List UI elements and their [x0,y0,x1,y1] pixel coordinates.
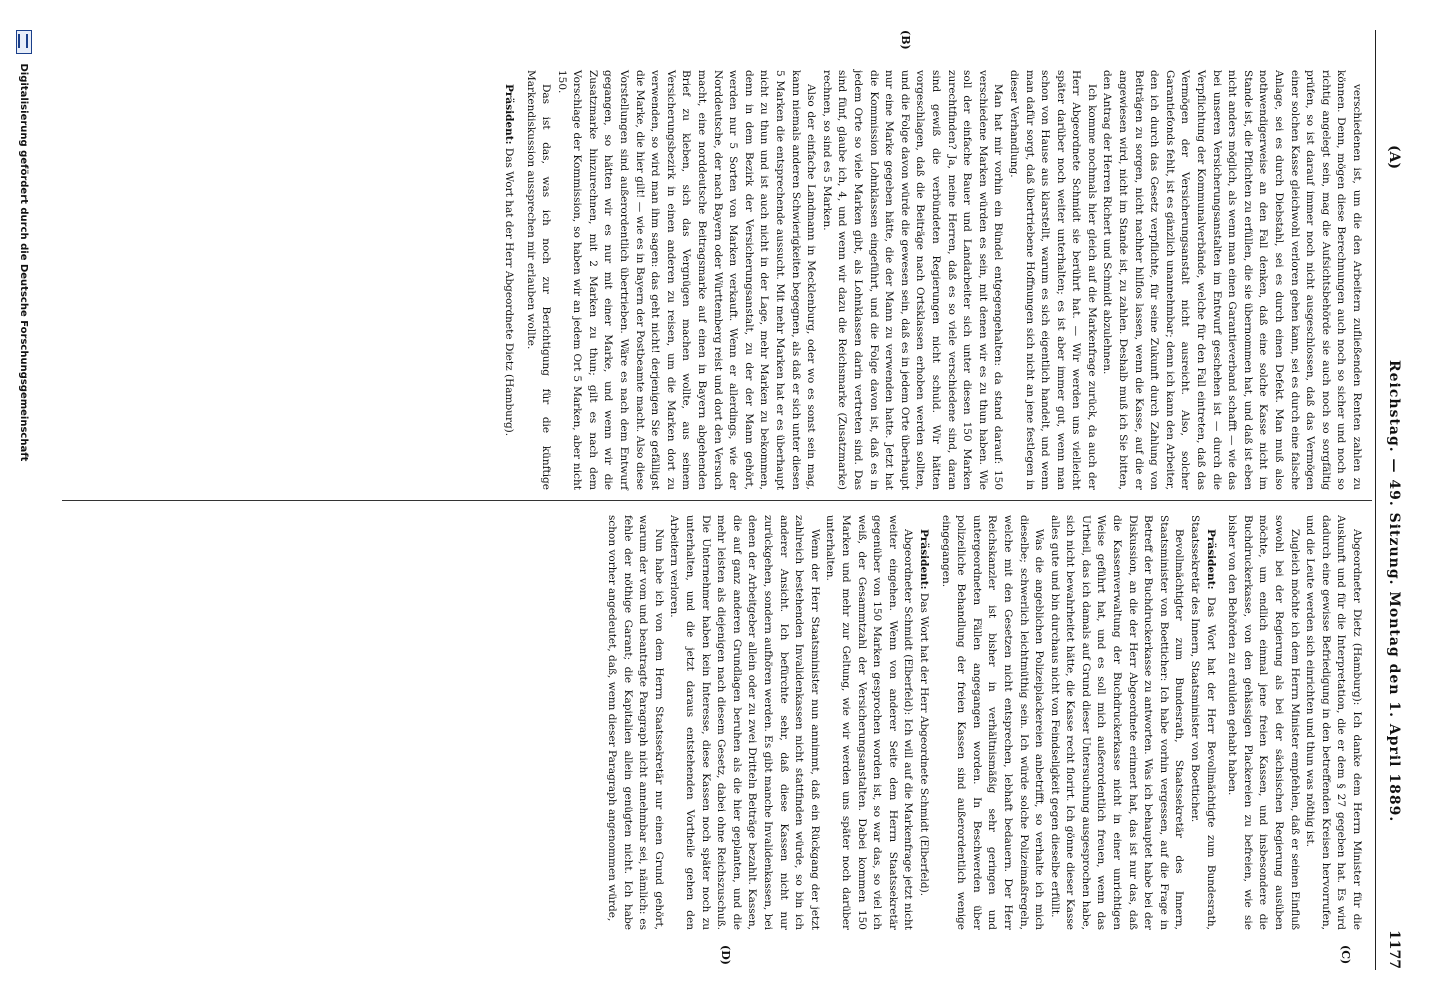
left-paragraph: Ich komme nochmals hier gleich auf die Markenfrage zurück, da auch der Herr Abgeordnete Schmidt sie berührt hat. — Wir werden uns vielleicht später darüber noch weiter unterhalten; es ist aber immer gut, wenn man schon von Hause aus klarstellt, warum es sich eigentlich handelt, und wenn man dafür sorgt, daß übertriebene Hoffnungen sich nicht an jene festlegen in dieser Verhandlung. [1007,70,1098,490]
page-header [1380,30,1402,970]
speaker-paragraph [1186,515,1217,930]
page-number: 1177 [1386,930,1402,969]
margin-marker-c: (C) [1339,945,1352,965]
left-paragraph: verschiedenen ist, um die den Arbeitern zufließenden Renten zahlen zu können. Denn, mögen diese Berechnungen auch noch so sicher und noch so richtig angelegt sein, mag die Aufsichtsbehörde sie auch noch so sorgfältig prüfen, so ist darauf immer noch nicht ausgeschlossen, daß das Vermögen einer solchen Kasse gleichwohl verloren gehen kann, sei es durch eine falsche Anlage, sei es durch Diebstahl, sei es durch einen Defekt. Man muß also nothwendigerweise an den Fall denken, daß eine solche Kasse nicht im Stande ist, die Pflichten zu erfüllen, die sie übernommen hat, und daß ist eben nicht anders möglich, als wenn man einen Garantieverband schafft — wie das bei unseren Versicherungsanstalten im Entwurf geschehen ist — durch die Verpflichtung der Kommunalverbände, welche für den Fall eintreten, daß das Vermögen der Versicherungsanstalt nicht ausreicht. Also, solcher Garantiefonds fehlt, ist es gänzlich unannehmbar; denn ich kann den Arbeiter, den ich durch das Gesetz verpflichte, für seine Zukunft durch Zahlung von Beiträgen zu sorgen, nicht nachher hilflos lassen, wenn die Kasse, auf die er angewiesen wird, nicht im Stande ist, zu zahlen. Deshalb muß ich Sie bitten, den Antrag der Herren Richert und Schmidt abzulehnen. [1101,70,1363,490]
left-paragraph: Das ist das, was ich noch zur Berichtigung für die künftige Markendiskussion aussprechen mir erlauben wollte. [524,70,553,490]
header-title: Reichstag. — 49. Sitzung. Montag den 1. April 1889. [1386,360,1402,823]
right-column [604,515,1365,930]
margin-marker-b: (B) [899,30,912,50]
right-paragraph: Abgeordneter Schmidt (Elberfeld): Ich will auf die Markenfrage jetzt nicht weiter eingehen. Wenn von anderer Seite dem Herrn Staatssekretär gegenüber von 150 Marken gesprochen worden ist, so war das, so viel ich weiß, der Gesammtzahl der Versicherungsanstalten. Dabei kommen 150 Marken und mehr zur Geltung, wie wir werden uns später noch darüber unterhalten. [824,515,915,930]
left-paragraph: Also der einfache Landmann in Mecklenburg, oder wo es sonst sein mag, kann niemals anderen Schwierigkeiten begegnen, als daß er sich unter diesen 5 Marken die entsprechende aussucht. Mit mehr Marken hat er es überhaupt nicht zu thun und ist auch nicht in der Lage, mehr Marken zu bekommen, denn in dem Bezirk der Versicherungsanstalt, zu der der Mann gehört, werden nur 5 Sorten von Marken verkauft. Wenn er allerdings, wie der Norddeutsche, der nach Bayern oder Württemberg reist und dort den Versuch macht, eine norddeutsche Beitragsmarke auf einen in Bayern abgehenden Brief zu kleben, sich das Vergnügen machen wollte, aus seinem Versicherungsbezirk in einen anderen zu reisen, um die Marken dort zu verwenden, so wird man ihm sagen: das geht nicht! derjenigen Sie gefälligst die Marke, die hier gilt! — wie es in Bayern der Postbeamte macht. Also diese Vorstellungen sind außerordentlich übertrieben. Wäre es nach dem Entwurf gegangen, so hätten wir es nur mit einer Marke, und wenn wir die Zusatzmarke hinzurechnen, mit 2 Marken zu thun; gilt es nach dem Vorschlage der Kommission, so haben wir an jedem Ort 5 Marken, aber nicht 150. [555,70,818,490]
right-paragraph: Wenn der Herr Staatsminister nun annimmt, daß ein Rückgang der jetzt zahlreich bestehenden Invalidenkassen nicht stattfinden würde, so bin ich anderer Ansicht. Ich befürchte sehr, daß diese Kassen nicht nur zurückgehen, sondern aufhören werden. Es gibt manche Invalidenkassen, bei denen der Arbeitgeber allein oder zu zwei Dritteln Beiträge bezahlt. Kassen, die auf ganz anderen Grundlagen beruhen als die hier geplanten, und die mehr leisten als diejenigen nach diesem Gesetz, dabei ohne Reichszuschuß. Die Unternehmer haben kein Interesse, diese Kassen noch später noch zu unterhalten, und die jetzt daraus entstehenden Vortheile gehen den Arbeitern verloren. [668,515,821,930]
column-divider [62,500,1372,501]
right-paragraph: Bevollmächtigter zum Bundesrath, Staatssekretär des Innern, Staatsminister von Boetticher: Ich habe vorhin vergessen, auf die Frage in Betreff der Buchdruckerkasse zu antworten. Was ich behauptet habe bei der Diskussion, an die der Herr Abgeordnete erinnert hat, das ist nur das, daß die Kassenverwaltung der Buchdruckerkasse nicht in einer unrichtigen Weise geführt hat, und es soll mich außerordentlich freuen, wenn das Urtheil, das ich damals auf Grund dieser Untersuchung ausgesprochen habe, sich nicht bewahrheitet hätte, die Kasse recht florirt. Ich gönne dieser Kasse alles gute und bin durchaus nicht von Feindseligkeit gegen dieselbe erfüllt. [1048,515,1186,930]
right-paragraph: Nun habe ich von dem Herrn Staatssekretär nur einen Grund gehört, warum der vom und beantragte Paragraph nicht annehmbar sei, nämlich: es fehle der nöthige Garant; die Kapitalien allein genügten nicht. Ich habe schon vorher angedeutet, daß, wenn dieser Paragraph angenommen würde, [606,515,665,930]
right-paragraph: Abgeordneter Dietz (Hamburg): Ich danke dem Herrn Minister für die Auskunft und für die Interpretation, die er dem § 27 gegeben hat. Es wird dadurch eine gewisse Befriedigung in den betreffenden Kreisen hervorrufen, und die Leute werden sich einrichten und thun was nöthig ist. [1304,515,1363,930]
left-paragraph: Man hat mir vorhin ein Bündel entgegengehalten: da stand darauf: 150 verschiedene Marken würden es sein, mit denen wir es zu thun haben. Wie soll der einfache Bauer und Landarbeiter sich unter diesen 150 Marken zurechtfinden? Ja, meine Herren, daß es so viele verschiedene sind, daran sind gewiß die verbündeten Regierungen nicht schuld. Wir hätten vorgeschlagen, daß die Beiträge nach Ortsklassen erhoben werden sollten, und die Folge davon würde die gewesen sein, daß es in jedem Orte überhaupt nur eine Marke gegeben hätte, die der Mann zu verwenden hatte. Jetzt hat die Kommission Lohnklassen eingeführt, und die Folge davon ist, daß es in jedem Orte so viele Marken gibt, als Lohnklassen darin vertreten sind. Das sind fünf, glaube ich, 4, und wenn wir dazu die Reichsmarke (Zusatzmarke) rechnen, so sind es 5 Marken. [820,70,1005,490]
page-footer [10,30,32,970]
speaker-text: Das Wort hat der Herr Abgeordnete Schmidt (Elberfeld). [917,592,930,897]
speaker-name: Präsident: [1204,529,1217,590]
speaker-paragraph [915,515,931,930]
speaker-paragraph [500,70,516,490]
speaker-name: Präsident: [917,529,930,590]
right-paragraph: Zugleich möchte ich dem Herrn Minister empfehlen, daß er seinen Einfluß sowohl bei der Regierung als bei der sächsischen Regierung ausüben möchte, um endlich einmal jene freien Kassen, und insbesondere die Buchdruckerkasse, von den gehässigen Plackereien zu befreien, wie sie bisher von den Behörden zu erdulden gehabt haben. [1226,515,1301,930]
dfg-logo-icon [16,30,32,54]
speaker-name: Präsident: [502,84,515,145]
header-rule [1375,30,1376,970]
speaker-text: Das Wort hat der Herr Abgeordnete Dietz (Hamburg). [502,147,515,437]
speaker-text: Das Wort hat der Herr Bevollmächtigte zum Bundesrath, Staatssekretär des Innern, Staatsminister von Boetticher. [1189,515,1217,930]
header-marker-a: (A) [1386,145,1402,170]
right-paragraph: Was die angeblichen Polizeiplackereien anbetrifft, so verhalte ich mich dieselbe; schwerlich leichtmüthig sein. Ich würde solche Polizeimaßregeln, welche mit den Gesetzen nicht entsprechen, lebhaft bedauern. Der Herr Reichskanzler ist bisher in verhältnismäßig sehr geringen und untergeordneten Fällen angegangen worden. In Beschwerden über polizeiliche Behandlung der freien Kassen sind außerordentlich wenige eingegangen. [939,515,1046,930]
margin-marker-d: (D) [719,945,732,965]
left-column [500,70,1364,490]
footer-text: Digitalisierung gefördert durch die Deutsche Forschungsgemeinschaft [18,63,29,462]
